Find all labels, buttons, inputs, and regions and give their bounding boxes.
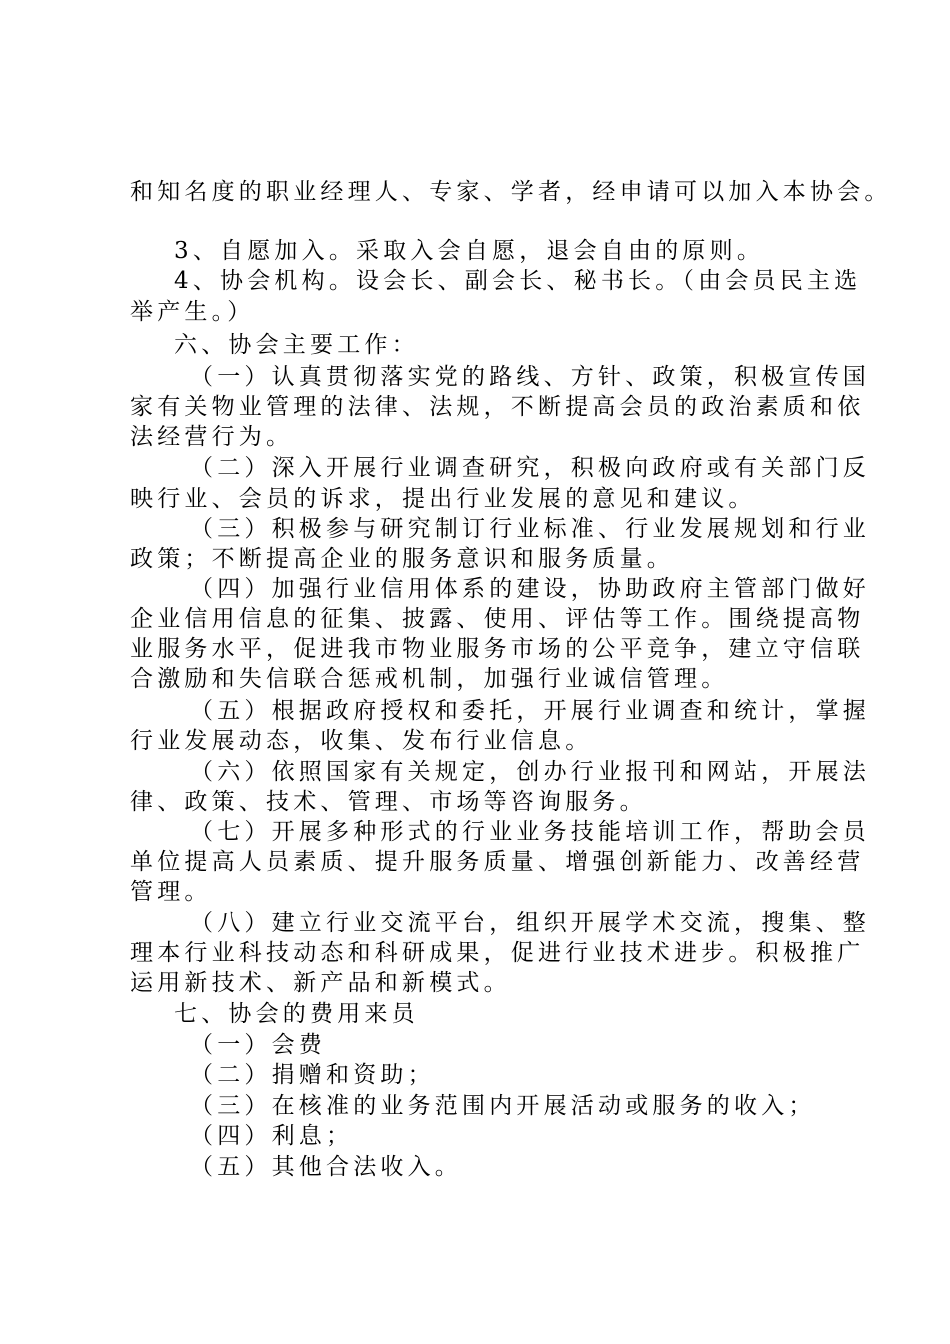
paragraph-line: 家有关物业管理的法律、法规，不断提高会员的政治素质和依 bbox=[130, 394, 865, 420]
paragraph-line: 运用新技术、新产品和新模式。 bbox=[130, 970, 511, 996]
list-item: （一）会费 bbox=[190, 1032, 326, 1058]
list-item: （三）在核准的业务范围内开展活动或服务的收入； bbox=[190, 1093, 816, 1119]
paragraph-line: （五）根据政府授权和委托，开展行业调查和统计，掌握 bbox=[190, 698, 870, 724]
paragraph-line: （七）开展多种形式的行业业务技能培训工作，帮助会员 bbox=[190, 819, 870, 845]
paragraph-line: 和知名度的职业经理人、专家、学者，经申请可以加入本协会。 bbox=[130, 179, 892, 205]
paragraph-line: 举产生。） bbox=[130, 299, 255, 325]
paragraph-line: 管理。 bbox=[130, 879, 212, 905]
paragraph-line: 合激励和失信联合惩戒机制，加强行业诚信管理。 bbox=[130, 666, 729, 692]
paragraph-line: （二）深入开展行业调查研究，积极向政府或有关部门反 bbox=[190, 455, 870, 481]
paragraph-line: 行业发展动态，收集、发布行业信息。 bbox=[130, 728, 593, 754]
paragraph-line: （六）依照国家有关规定，创办行业报刊和网站，开展法 bbox=[190, 759, 870, 785]
paragraph-line: 单位提高人员素质、提升服务质量、增强创新能力、改善经营 bbox=[130, 849, 865, 875]
paragraph-line: 律、政策、技术、管理、市场等咨询服务。 bbox=[130, 789, 647, 815]
paragraph-line: 企业信用信息的征集、披露、使用、评估等工作。围绕提高物 bbox=[130, 606, 865, 632]
paragraph-line: 3、自愿加入。采取入会自愿，退会自由的原则。 bbox=[174, 238, 765, 264]
paragraph-line: 业服务水平，促进我市物业服务市场的公平竞争，建立守信联 bbox=[130, 636, 865, 662]
paragraph-line: （八）建立行业交流平台，组织开展学术交流，搜集、整 bbox=[190, 910, 870, 936]
paragraph-line: 政策；不断提高企业的服务意识和服务质量。 bbox=[130, 546, 674, 572]
paragraph-line: （三）积极参与研究制订行业标准、行业发展规划和行业 bbox=[190, 516, 870, 542]
paragraph-line: （四）加强行业信用体系的建设，协助政府主管部门做好 bbox=[190, 576, 870, 602]
list-item: （二）捐赠和资助； bbox=[190, 1062, 435, 1088]
paragraph-line: （一）认真贯彻落实党的路线、方针、政策，积极宣传国 bbox=[190, 364, 870, 390]
paragraph-line: 理本行业科技动态和科研成果，促进行业技术进步。积极推广 bbox=[130, 940, 865, 966]
section-heading: 七、协会的费用来员 bbox=[174, 1001, 419, 1027]
paragraph-line: 4、协会机构。设会长、副会长、秘书长。（由会员民主选 bbox=[174, 268, 862, 294]
paragraph-line: 映行业、会员的诉求，提出行业发展的意见和建议。 bbox=[130, 486, 756, 512]
list-item: （四）利息； bbox=[190, 1123, 354, 1149]
section-heading: 六、协会主要工作： bbox=[174, 332, 419, 358]
list-item: （五）其他合法收入。 bbox=[190, 1154, 462, 1180]
paragraph-line: 法经营行为。 bbox=[130, 424, 294, 450]
